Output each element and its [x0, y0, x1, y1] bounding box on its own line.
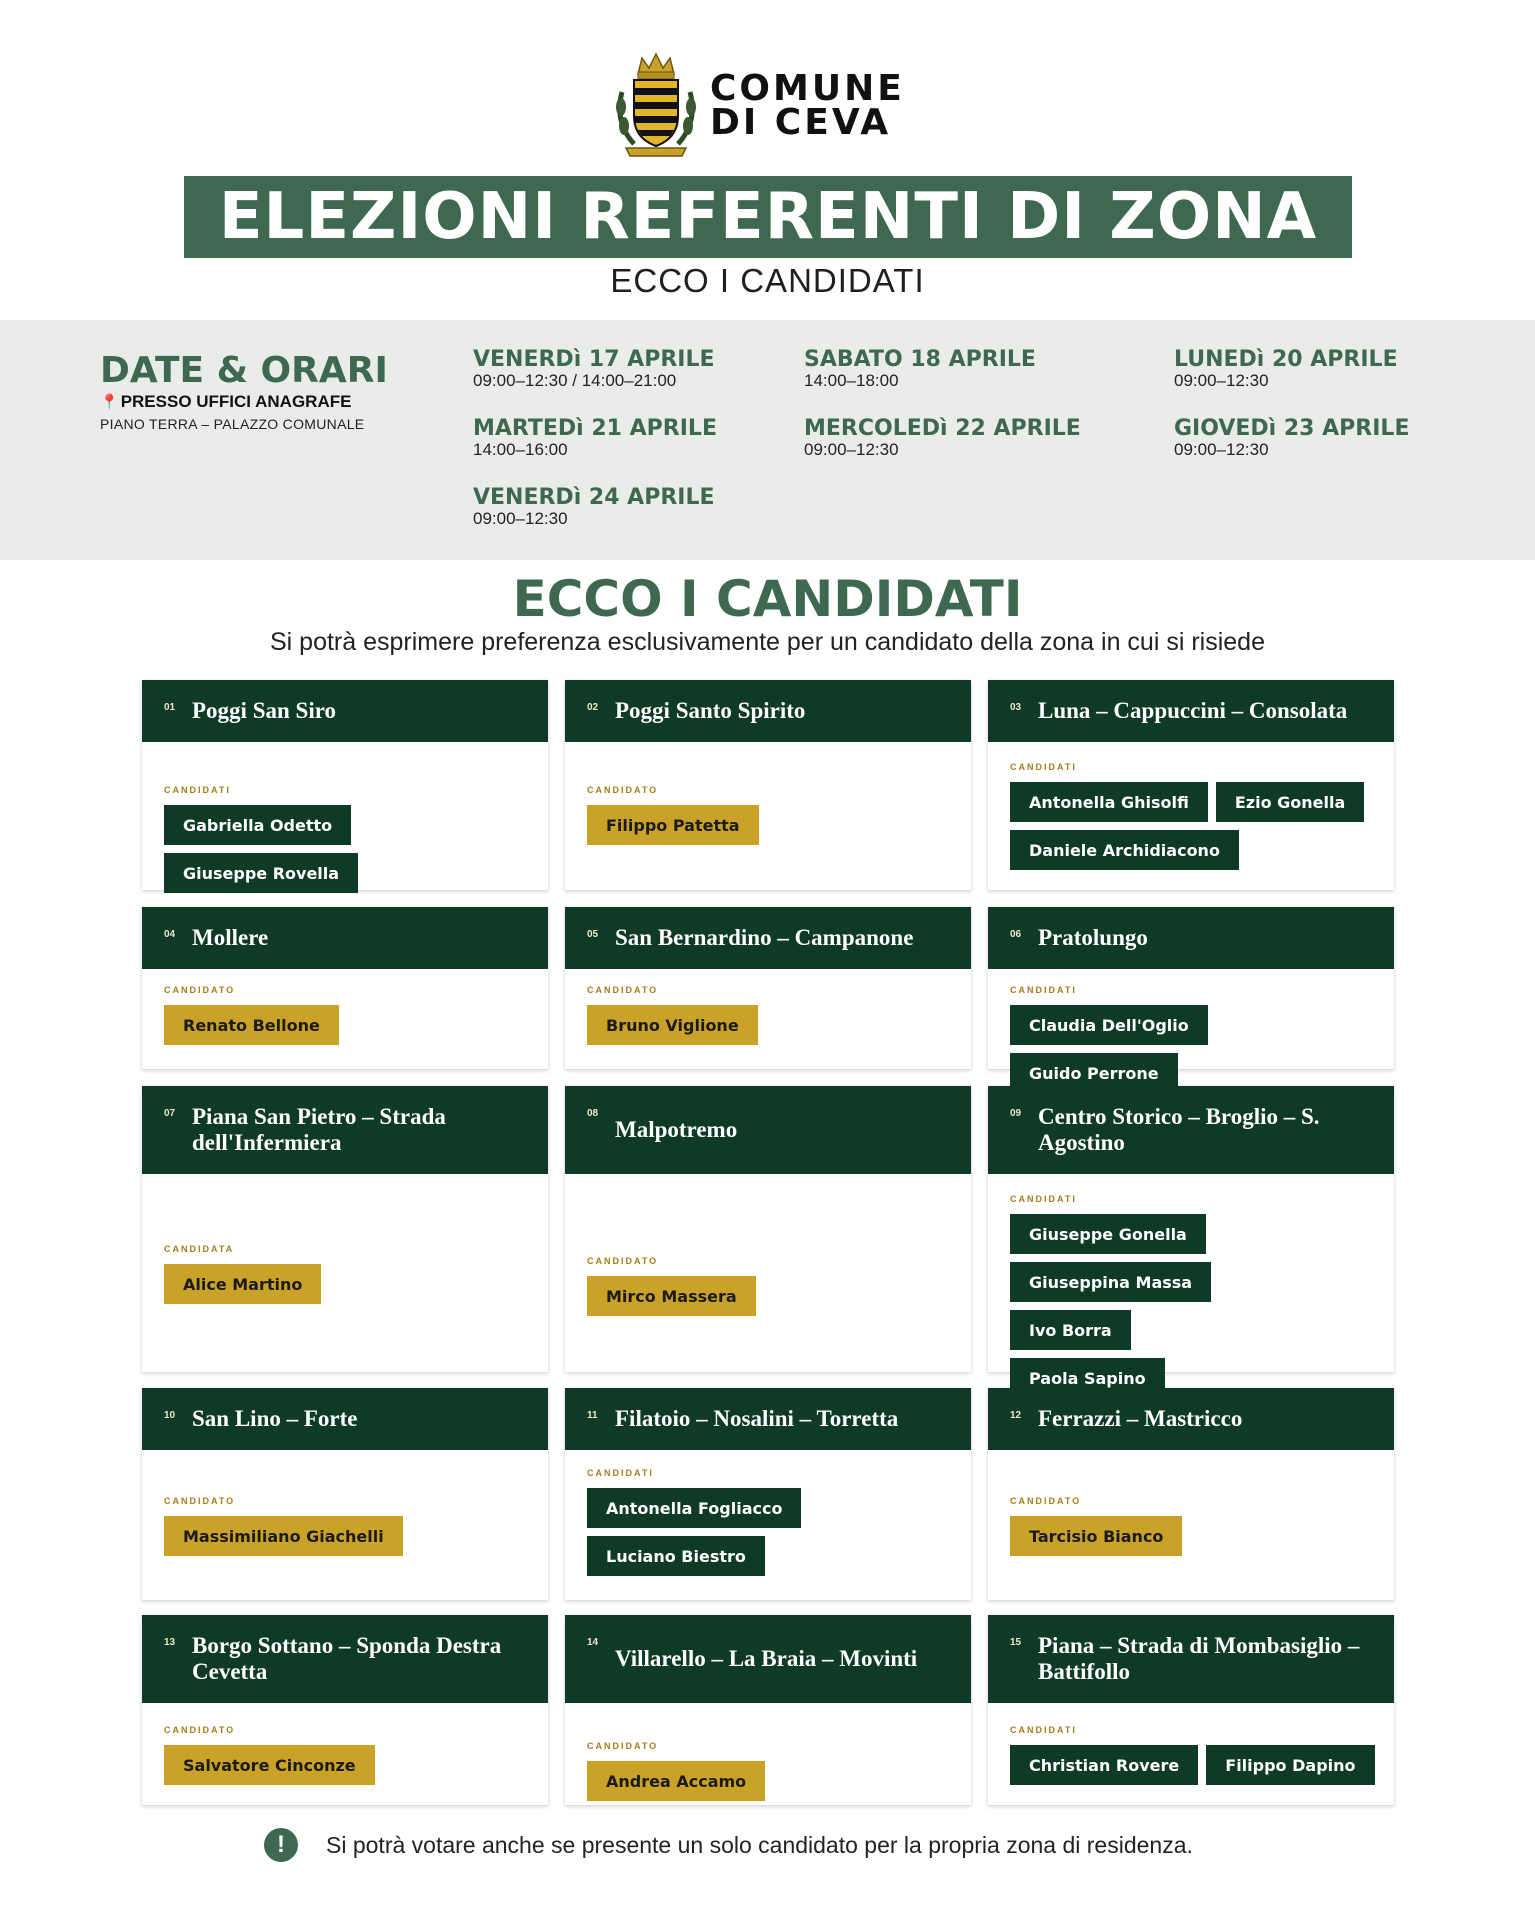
candidate-chip: Christian Rovere — [1010, 1745, 1198, 1785]
candidate-label: CANDIDATI — [587, 1468, 654, 1478]
zone-card-header — [565, 1086, 971, 1174]
date-item — [473, 348, 715, 390]
zone-card-body — [565, 1450, 971, 1600]
candidate-chip: Alice Martino — [164, 1264, 321, 1304]
zone-card-body — [988, 969, 1394, 1083]
zone-card — [988, 1086, 1394, 1388]
zone-card-body — [142, 969, 548, 1069]
date-hours: 14:00–16:00 — [473, 440, 568, 459]
candidate-chip: Mirco Massera — [587, 1276, 756, 1316]
zone-number: 12 — [1010, 1410, 1022, 1421]
zone-card — [565, 1615, 971, 1805]
zone-card — [988, 1615, 1394, 1805]
zone-card-header — [565, 680, 971, 742]
zone-card — [142, 1086, 548, 1372]
candidate-chip: Bruno Viglione — [587, 1005, 758, 1045]
footer-note — [264, 1828, 1193, 1862]
candidate-chip: Claudia Dell'Oglio — [1010, 1005, 1208, 1045]
candidate-chip: Guido Perrone — [1010, 1053, 1178, 1093]
date-hours: 09:00–12:30 — [804, 440, 899, 459]
location-pin-icon: 📍 — [100, 394, 119, 411]
footer-note-text: Si potrà votare anche se presente un solo candidato per la propria zona di residenza. — [326, 1831, 1193, 1858]
zone-number: 10 — [164, 1410, 176, 1421]
zone-number: 01 — [164, 702, 176, 713]
candidate-label: CANDIDATI — [164, 785, 231, 795]
candidate-label: CANDIDATI — [1010, 1194, 1077, 1204]
zone-name: Luna – Cappuccini – Consolata — [1038, 698, 1348, 723]
zone-card-header — [988, 1388, 1394, 1450]
zone-card-body — [988, 1450, 1394, 1600]
zone-card — [142, 1615, 548, 1805]
zone-card-header — [565, 1615, 971, 1703]
candidate-chip: Renato Bellone — [164, 1005, 339, 1045]
date-item — [1174, 348, 1398, 390]
candidate-label: CANDIDATI — [1010, 1725, 1077, 1735]
candidates-subtitle: Si potrà esprimere preferenza esclusivamente per un candidato della zona in cui si risiede — [270, 628, 1265, 656]
zone-card — [565, 1086, 971, 1372]
zone-number: 03 — [1010, 702, 1022, 713]
dates-location-detail: PIANO TERRA – PALAZZO COMUNALE — [100, 416, 365, 432]
zone-card-header — [142, 907, 548, 969]
zone-card — [988, 907, 1394, 1083]
candidate-list — [1010, 1005, 1380, 1093]
zone-number: 15 — [1010, 1637, 1022, 1648]
dates-section — [0, 320, 1535, 560]
dates-location — [100, 392, 351, 412]
candidates-title: ECCO I CANDIDATI — [512, 570, 1023, 628]
date-day: GIOVEDì 23 APRILE — [1174, 416, 1410, 441]
candidate-list — [164, 805, 534, 893]
zone-card-body — [988, 1174, 1394, 1388]
date-hours: 09:00–12:30 — [1174, 440, 1269, 459]
zone-name: Poggi San Siro — [192, 698, 336, 723]
candidate-label: CANDIDATO — [164, 1496, 236, 1506]
candidate-label: CANDIDATO — [587, 985, 659, 995]
zone-card-header — [142, 1615, 548, 1703]
candidate-label: CANDIDATA — [164, 1244, 235, 1254]
zone-name: Piana San Pietro – Strada dell'Infermiera — [192, 1104, 446, 1155]
zone-card — [142, 907, 548, 1069]
date-day: LUNEDì 20 APRILE — [1174, 347, 1398, 372]
date-hours: 09:00–12:30 — [1174, 371, 1269, 390]
date-item — [1174, 417, 1409, 459]
candidate-chip: Paola Sapino — [1010, 1358, 1165, 1398]
candidate-list — [587, 805, 957, 845]
zone-number: 02 — [587, 702, 599, 713]
candidate-list — [587, 1005, 957, 1045]
date-item — [804, 417, 1081, 459]
date-hours: 09:00–12:30 — [473, 509, 568, 528]
comune-name — [710, 68, 905, 143]
date-day: MARTEDì 21 APRILE — [473, 416, 717, 441]
zone-number: 11 — [587, 1410, 598, 1421]
candidate-list — [587, 1761, 957, 1801]
candidate-chip: Gabriella Odetto — [164, 805, 351, 845]
zone-name: San Bernardino – Campanone — [615, 925, 914, 950]
zone-card — [565, 680, 971, 890]
candidate-list — [587, 1488, 957, 1576]
candidate-chip: Massimiliano Giachelli — [164, 1516, 403, 1556]
zone-name: Villarello – La Braia – Movinti — [615, 1646, 918, 1671]
zone-card-body — [988, 742, 1394, 890]
candidate-chip: Filippo Dapino — [1206, 1745, 1374, 1785]
candidate-list — [1010, 1214, 1244, 1398]
zone-card — [142, 680, 548, 890]
location-label: PRESSO UFFICI ANAGRAFE — [120, 392, 352, 411]
candidate-chip: Tarcisio Bianco — [1010, 1516, 1182, 1556]
zone-card-body — [142, 1703, 548, 1805]
date-day: SABATO 18 APRILE — [804, 347, 1036, 372]
zone-name: San Lino – Forte — [192, 1406, 358, 1431]
candidate-list — [164, 1516, 534, 1556]
candidate-label: CANDIDATO — [587, 1741, 659, 1751]
zone-card-body — [565, 742, 971, 890]
zone-card-header — [142, 1086, 548, 1174]
candidate-label: CANDIDATO — [587, 1256, 659, 1266]
logo-line-1: COMUNE — [710, 68, 905, 109]
zone-number: 07 — [164, 1108, 176, 1119]
zone-number: 04 — [164, 929, 176, 940]
page-subtitle: ECCO I CANDIDATI — [610, 262, 925, 299]
zone-name: Piana – Strada di Mombasiglio – Battifollo — [1038, 1633, 1360, 1684]
date-item — [473, 417, 717, 459]
zone-card-header — [988, 907, 1394, 969]
candidate-list — [1010, 1516, 1380, 1556]
date-day: VENERDì 24 APRILE — [473, 485, 715, 510]
candidate-list — [1010, 1745, 1380, 1785]
zone-number: 09 — [1010, 1108, 1022, 1119]
zone-card — [565, 1388, 971, 1600]
zone-card-body — [565, 1174, 971, 1372]
logo-line-2: DI CEVA — [710, 102, 892, 143]
zone-card-body — [988, 1703, 1394, 1805]
zone-card-body — [142, 1450, 548, 1600]
candidate-chip: Antonella Ghisolfi — [1010, 782, 1208, 822]
zone-name: Malpotremo — [615, 1117, 738, 1142]
candidate-label: CANDIDATI — [1010, 762, 1077, 772]
zone-name: Borgo Sottano – Sponda Destra Cevetta — [192, 1633, 502, 1684]
candidate-list — [164, 1264, 534, 1304]
zone-number: 05 — [587, 929, 599, 940]
date-day: VENERDì 17 APRILE — [473, 347, 715, 372]
candidate-list — [164, 1745, 534, 1785]
candidate-chip: Antonella Fogliacco — [587, 1488, 801, 1528]
zone-card — [565, 907, 971, 1069]
candidate-chip: Ivo Borra — [1010, 1310, 1131, 1350]
zone-card — [988, 1388, 1394, 1600]
date-item — [473, 486, 715, 528]
candidate-list — [1010, 782, 1380, 870]
zone-card — [988, 680, 1394, 890]
date-hours: 14:00–18:00 — [804, 371, 899, 390]
zone-number: 14 — [587, 1637, 599, 1648]
candidate-list — [587, 1276, 957, 1316]
candidate-chip: Luciano Biestro — [587, 1536, 765, 1576]
coat-of-arms-icon — [612, 52, 700, 160]
zone-card-header — [142, 680, 548, 742]
page-title: ELEZIONI REFERENTI DI ZONA — [184, 176, 1352, 258]
zone-card — [142, 1388, 548, 1600]
candidate-chip: Giuseppe Rovella — [164, 853, 358, 893]
comune-logo — [612, 52, 905, 160]
zone-card-header — [565, 907, 971, 969]
zone-name: Centro Storico – Broglio – S. Agostino — [1038, 1104, 1320, 1155]
zone-name: Filatoio – Nosalini – Torretta — [615, 1406, 899, 1431]
zone-name: Ferrazzi – Mastricco — [1038, 1406, 1243, 1431]
zone-card-header — [565, 1388, 971, 1450]
candidate-chip: Giuseppina Massa — [1010, 1262, 1211, 1302]
date-hours: 09:00–12:30 / 14:00–21:00 — [473, 371, 677, 390]
zone-number: 08 — [587, 1108, 599, 1119]
candidate-label: CANDIDATO — [164, 1725, 236, 1735]
candidate-label: CANDIDATO — [587, 785, 659, 795]
candidate-chip: Daniele Archidiacono — [1010, 830, 1239, 870]
candidate-list — [164, 1005, 534, 1045]
candidate-label: CANDIDATI — [1010, 985, 1077, 995]
date-day: MERCOLEDì 22 APRILE — [804, 416, 1081, 441]
zone-card-body — [565, 1703, 971, 1805]
zone-card-header — [142, 1388, 548, 1450]
dates-title: DATE & ORARI — [100, 350, 388, 391]
zone-number: 13 — [164, 1637, 176, 1648]
zone-card-body — [142, 1174, 548, 1372]
candidate-label: CANDIDATO — [164, 985, 236, 995]
candidate-label: CANDIDATO — [1010, 1496, 1082, 1506]
zone-card-header — [988, 1086, 1394, 1174]
zone-card-header — [988, 680, 1394, 742]
zone-name: Mollere — [192, 925, 269, 950]
zone-card-body — [142, 742, 548, 890]
zone-card-body — [565, 969, 971, 1069]
candidate-chip: Giuseppe Gonella — [1010, 1214, 1206, 1254]
zone-name: Poggi Santo Spirito — [615, 698, 806, 723]
exclamation-icon: ! — [264, 1828, 298, 1862]
zone-number: 06 — [1010, 929, 1022, 940]
candidate-chip: Andrea Accamo — [587, 1761, 765, 1801]
candidate-chip: Filippo Patetta — [587, 805, 759, 845]
date-item — [804, 348, 1036, 390]
candidate-chip: Ezio Gonella — [1216, 782, 1364, 822]
candidate-chip: Salvatore Cinconze — [164, 1745, 375, 1785]
zone-name: Pratolungo — [1038, 925, 1148, 950]
zone-card-header — [988, 1615, 1394, 1703]
